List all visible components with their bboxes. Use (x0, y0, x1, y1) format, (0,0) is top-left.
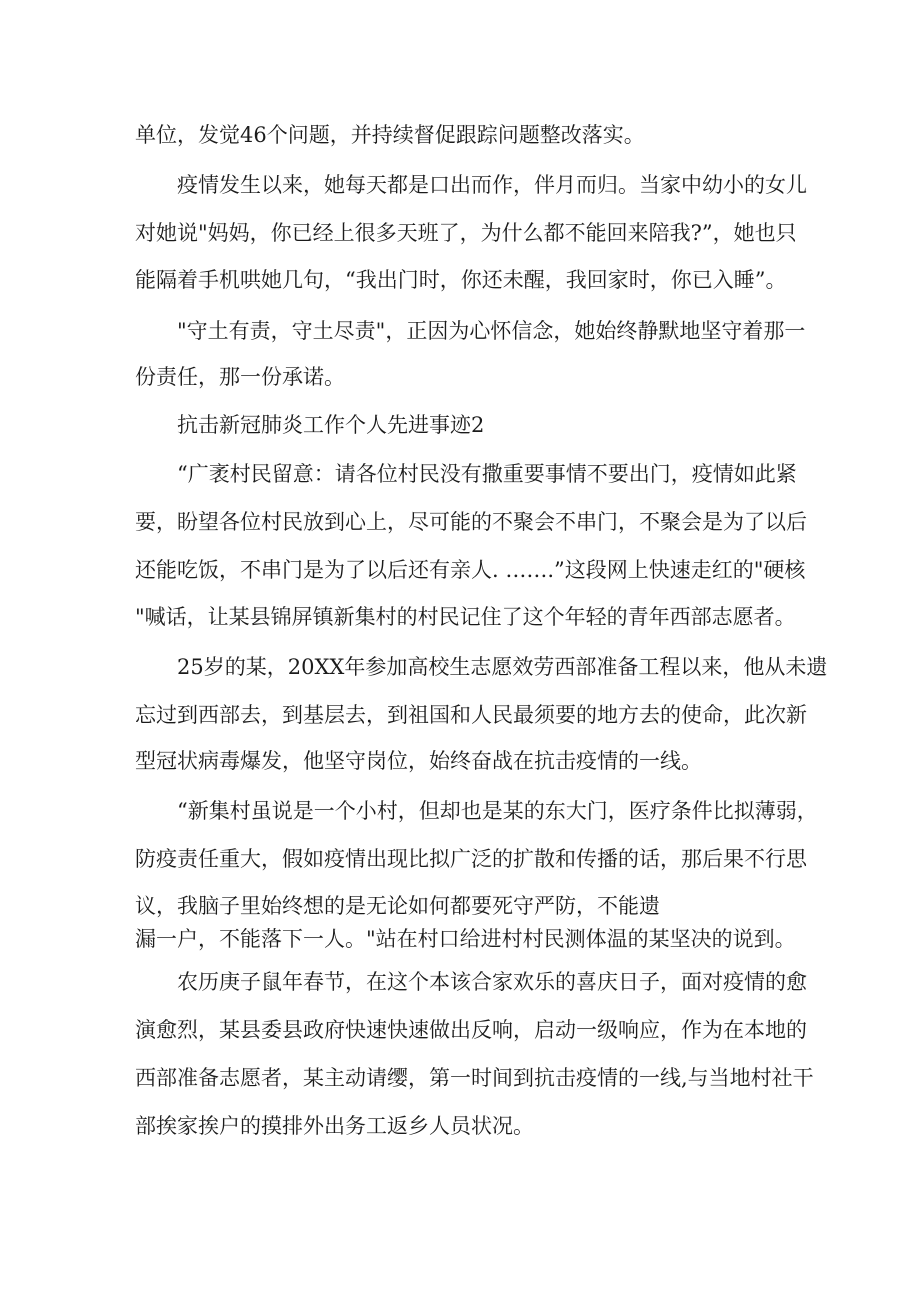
text-line: 西部准备志愿者，某主动请缨，第一时间到抗击疫情的一线,与当地村社干 (135, 1066, 814, 1090)
text-line: 忘过到西部去，到基层去，到祖国和人民最须要的地方去的使命，此次新 (135, 703, 807, 727)
text-line: 份责任，那一份承诺。 (135, 365, 345, 389)
text-line: 漏一户，不能落下一人。"站在村口给进村村民测体温的某坚决的说到。 (135, 927, 796, 951)
section-heading: 抗击新冠肺炎工作个人先进事迹2 (177, 413, 485, 437)
text-line: 型冠状病毒爆发，他坚守岗位，始终奋战在抗击疫情的一线。 (135, 749, 702, 773)
text-line: 部挨家挨户的摸排外出务工返乡人员状况。 (135, 1114, 534, 1138)
text-line: "喊话，让某县锦屏镇新集村的村民记住了这个年轻的青年西部志愿者。 (135, 605, 796, 629)
text-line: 演愈烈，某县委县政府快速快速做出反响，启动一级响应，作为在本地的 (135, 1018, 807, 1042)
text-line: "守土有责，守土尽责"，正因为心怀信念，她始终静默地坚守着那一 (177, 319, 806, 343)
text-line: 25岁的某，20XX年参加高校生志愿效劳西部准备工程以来，他从未遗 (177, 655, 828, 679)
text-line: 对她说"妈妈，你已经上很多天班了，为什么都不能回来陪我?”，她也只 (135, 221, 797, 245)
text-line: 议，我脑子里始终想的是无论如何都要死守严防，不能遗 (135, 894, 660, 918)
text-line: 还能吃饭，不串门是为了以后还有亲人. …….”这段网上快速走红的"硬核 (135, 558, 806, 582)
text-line: 农历庚子鼠年春节，在这个本该合家欢乐的喜庆日子，面对疫情的愈 (177, 970, 807, 994)
text-line: 要，盼望各位村民放到心上，尽可能的不聚会不串门，不聚会是为了以后 (135, 510, 807, 534)
text-line: 疫情发生以来，她每天都是口出而作，伴月而归。当家中幼小的女儿 (177, 173, 807, 197)
text-line: 能隔着手机哄她几句，“我出门时，你还未醒，我回家时，你已入睡”。 (135, 268, 787, 292)
text-line: “广袤村民留意：请各位村民没有撒重要事情不要出门，疫情如此紧 (177, 462, 797, 486)
text-line: 单位，发觉46个问题，并持续督促跟踪问题整改落实。 (135, 123, 645, 147)
text-line: “新集村虽说是一个小村，但却也是某的东大门，医疗条件比拟薄弱， (177, 799, 818, 823)
text-line: 防疫责任重大，假如疫情出现比拟广泛的扩散和传播的话，那后果不行思 (135, 847, 807, 871)
